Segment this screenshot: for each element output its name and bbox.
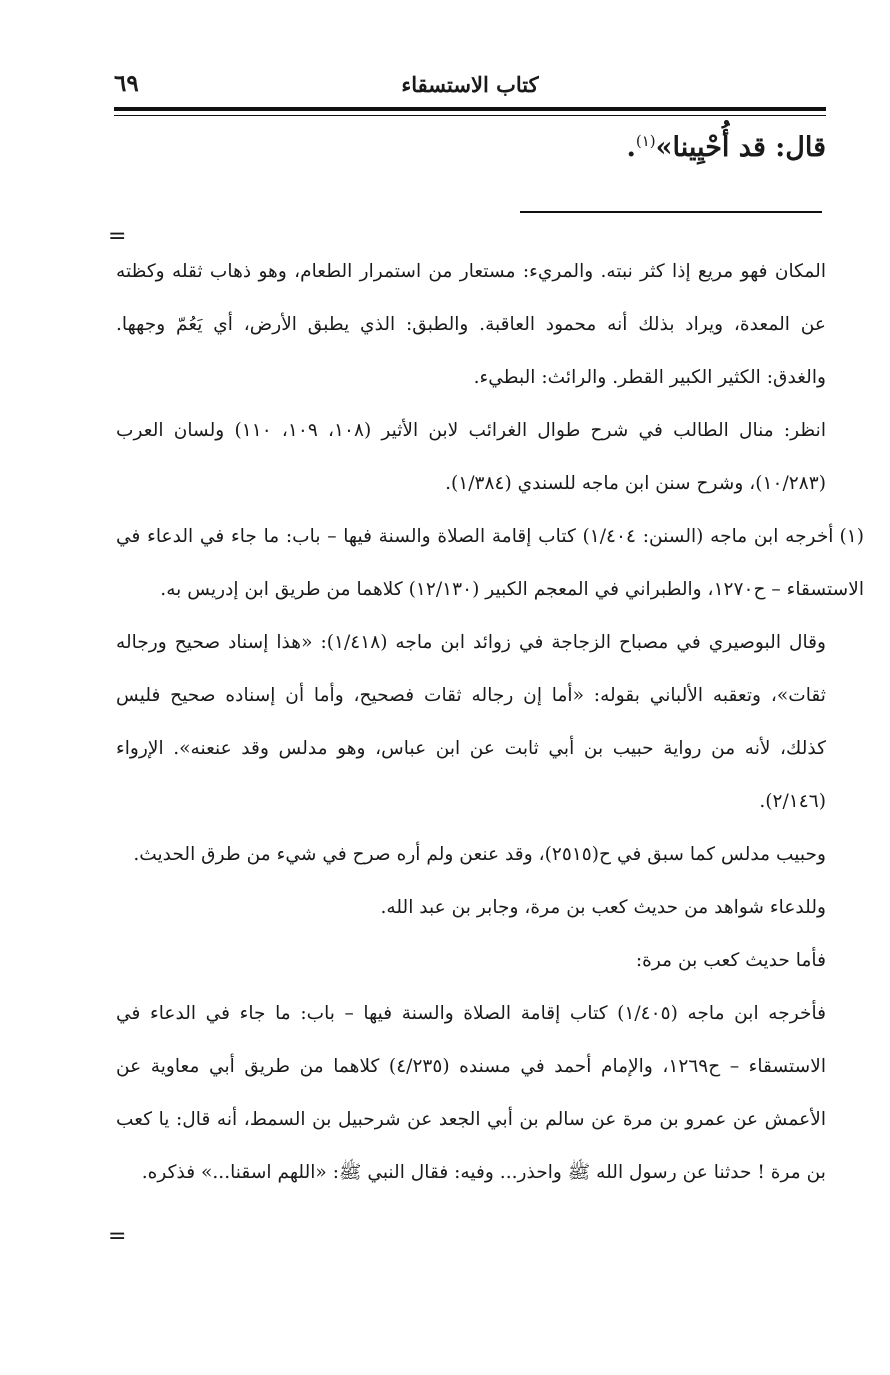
running-header (114, 70, 826, 102)
footnote-paragraph: وللدعاء شواهد من حديث كعب بن مرة، وجابر بن عبد الله. (380, 897, 826, 918)
footnote-paragraph: وقال البوصيري في مصباح الزجاجة في زوائد ابن ماجه (١/٤١٨): «هذا إسناد صحيح ورجاله ثقات»، وتعقبه الألباني بقوله: «أما إن رجاله ثقات فصحيح، وأما أن إسناده صحيح فليس كذلك، لأنه من رواية حبيب بن أبي ثابت عن ابن عباس، وهو مدلس وقد عنعنه». الإرواء (٢/١٤٦). (116, 632, 826, 812)
page-number: ٦٩ (114, 70, 139, 97)
footnote-1-text: أخرجه ابن ماجه (السنن: ١/٤٠٤) كتاب إقامة الصلاة والسنة فيها – باب: ما جاء في الدعاء في الاستسقاء – ح١٢٧٠، والطبراني في المعجم الكبير (١٢/١٣٠) كلاهما من طريق ابن إدريس به. (116, 526, 864, 600)
footnote-separator (520, 211, 822, 213)
continuation-mark-top: = (108, 224, 127, 249)
footnote-ref: (١) (635, 132, 656, 150)
continuation-mark-bottom: = (108, 1224, 127, 1249)
book-title: كتاب الاستسقاء (401, 72, 539, 97)
header-rule-thin (114, 115, 826, 116)
footnote-paragraph: وحبيب مدلس كما سبق في ح(٢٥١٥)، وقد عنعن ولم أره صرح في شيء من طرق الحديث. (133, 844, 826, 865)
footnote-continuation-paragraph: المكان فهو مريع إذا كثر نبته. والمريء: مستعار من استمرار الطعام، وهو ذهاب ثقله وكظته عن المعدة، ويراد بذلك أنه محمود العاقبة. والطبق: الذي يطبق الأرض، أي يَعُمّ وجهها. والغدق: الكثير الكبير القطر. والرائث: البطيء. (116, 261, 826, 388)
footnote-1-number: (١) (839, 526, 865, 547)
main-text: قال: قد أُحْيِينا» (655, 132, 826, 163)
main-text-end: . (626, 132, 636, 163)
main-text-line (626, 132, 826, 163)
footnote-1 (116, 510, 864, 616)
footnote-paragraph: فأخرجه ابن ماجه (١/٤٠٥) كتاب إقامة الصلاة والسنة فيها – باب: ما جاء في الدعاء في الاستسقاء – ح١٢٦٩، والإمام أحمد في مسنده (٤/٢٣٥) كلاهما من طريق أبي معاوية عن الأعمش عن عمرو بن مرة عن سالم بن أبي الجعد عن شرحبيل بن السمط، أنه قال: يا كعب بن مرة ! حدثنا عن رسول الله ﷺ واحذر... وفيه: فقال النبي ﷺ: «اللهم اسقنا...» فذكره. (116, 1003, 826, 1183)
footnote-paragraph: فأما حديث كعب بن مرة: (635, 950, 826, 971)
footnotes (116, 245, 865, 1199)
footnote-continuation-paragraph: انظر: منال الطالب في شرح طوال الغرائب لابن الأثير (١٠٨، ١٠٩، ١١٠) ولسان العرب (١٠/٢٨٣)، وشرح سنن ابن ماجه للسندي (١/٣٨٤). (116, 420, 826, 494)
header-rule-thick (114, 107, 826, 111)
